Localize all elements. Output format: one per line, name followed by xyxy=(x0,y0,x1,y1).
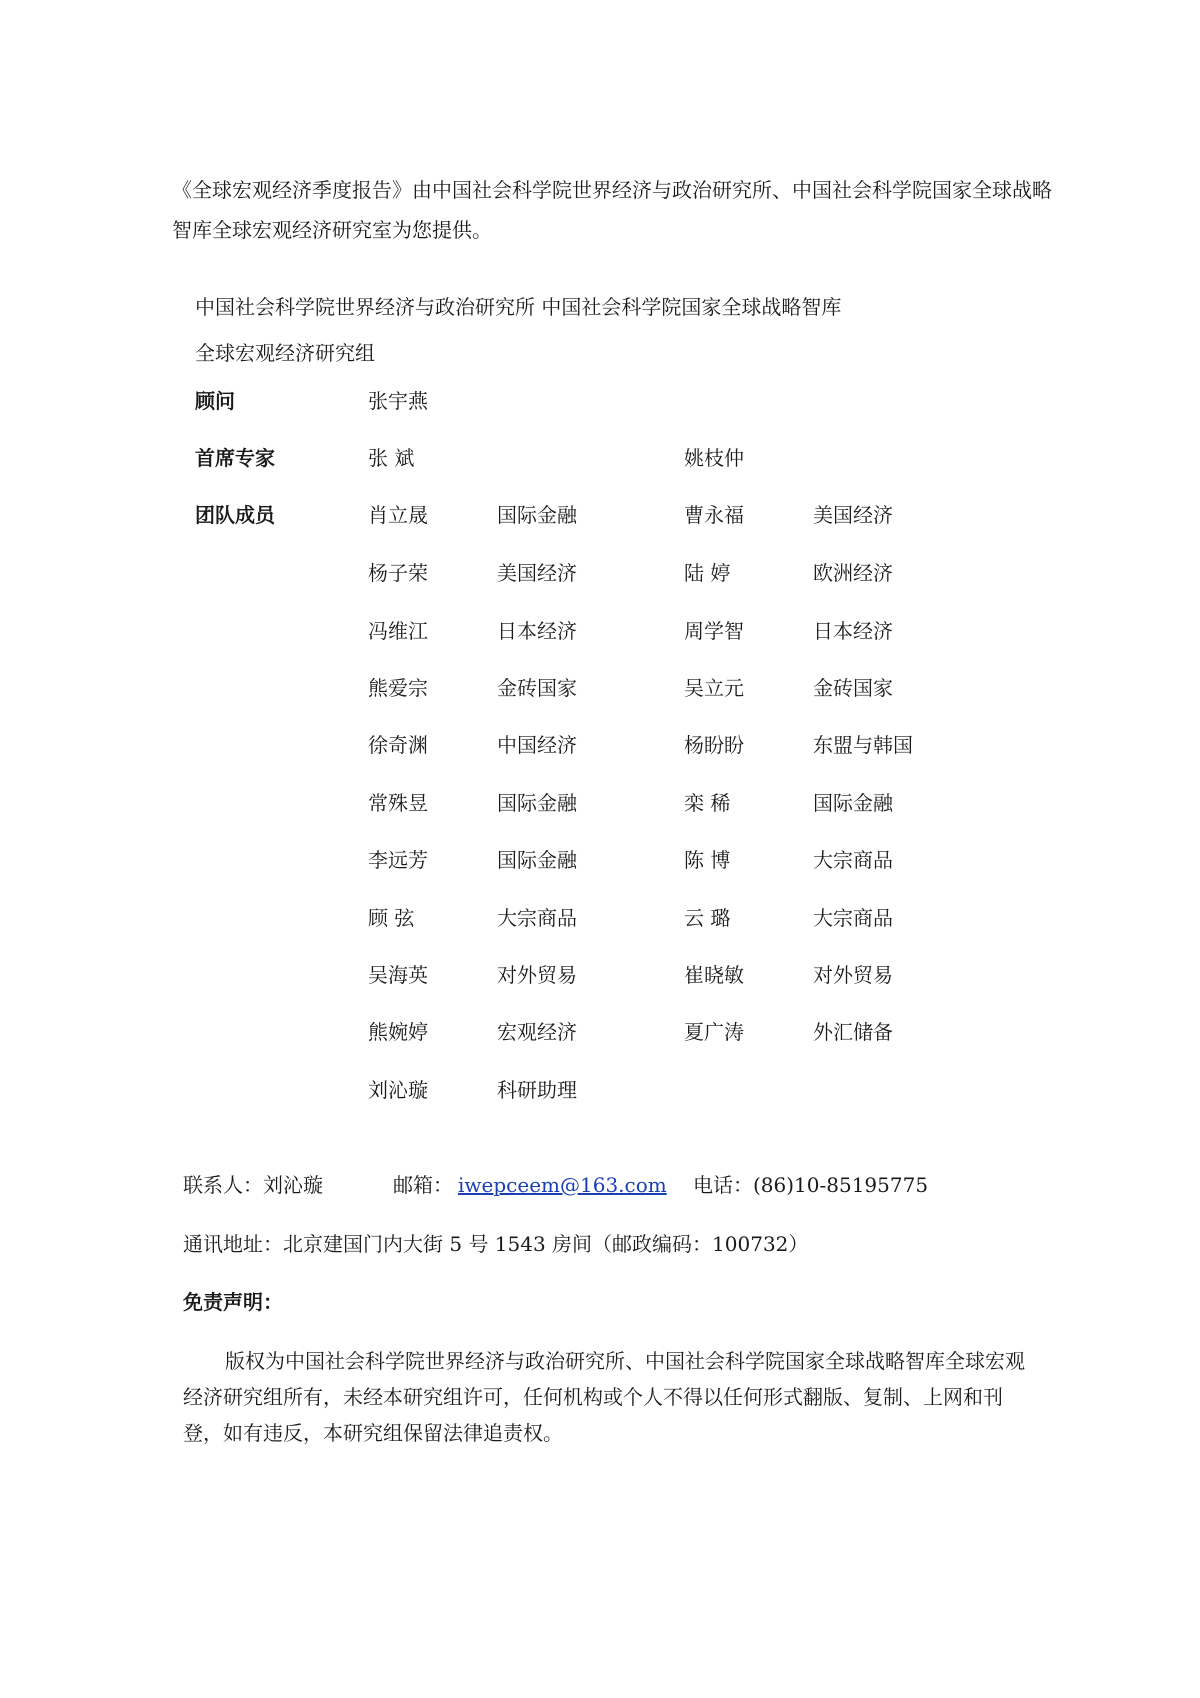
team-member-name: 栾 稀 xyxy=(684,791,731,815)
advisor-name: 张宇燕 xyxy=(368,389,428,413)
organization-line-1: 中国社会科学院世界经济与政治研究所 中国社会科学院国家全球战略智库 xyxy=(195,295,842,319)
team-member-name: 顾 弦 xyxy=(368,906,415,930)
phone-number: 电话：(86)10-85195775 xyxy=(693,1173,929,1197)
intro-paragraph: 《全球宏观经济季度报告》由中国社会科学院世界经济与政治研究所、中国社会科学院国家全球战略智库全球宏观经济研究室为您提供。 xyxy=(172,178,1052,242)
team-member-name: 周学智 xyxy=(684,619,744,643)
team-member-name: 杨盼盼 xyxy=(684,733,744,757)
team-member-field: 科研助理 xyxy=(497,1078,577,1102)
team-member-name: 陆 婷 xyxy=(684,561,731,585)
contact-line xyxy=(183,1170,1083,1200)
team-member-field: 大宗商品 xyxy=(497,906,577,930)
team-member-field: 国际金融 xyxy=(813,791,893,815)
team-member-name: 曹永福 xyxy=(684,503,744,527)
team-member-field: 外汇储备 xyxy=(813,1020,893,1044)
organization-line-2: 全球宏观经济研究组 xyxy=(195,341,375,365)
team-member-field: 宏观经济 xyxy=(497,1020,577,1044)
team-member-field: 中国经济 xyxy=(497,733,577,757)
team-member-name: 熊婉婷 xyxy=(368,1020,428,1044)
advisor-role: 顾问 xyxy=(195,389,235,413)
team-member-field: 金砖国家 xyxy=(813,676,893,700)
team-role: 团队成员 xyxy=(195,503,275,527)
email-link[interactable]: iwepceem@163.com xyxy=(458,1173,667,1197)
team-member-name: 吴海英 xyxy=(368,963,428,987)
chief-name-2: 姚枝仲 xyxy=(684,446,744,470)
team-member-name: 熊爱宗 xyxy=(368,676,428,700)
team-member-name: 杨子荣 xyxy=(368,561,428,585)
team-member-name: 刘沁璇 xyxy=(368,1078,428,1102)
chief-role: 首席专家 xyxy=(195,446,275,470)
team-member-field: 日本经济 xyxy=(813,619,893,643)
email-label: 邮箱： xyxy=(393,1173,453,1197)
team-member-field: 国际金融 xyxy=(497,791,577,815)
team-member-name: 夏广涛 xyxy=(684,1020,744,1044)
team-member-name: 吴立元 xyxy=(684,676,744,700)
team-member-field: 日本经济 xyxy=(497,619,577,643)
team-member-name: 徐奇渊 xyxy=(368,733,428,757)
chief-name-1: 张 斌 xyxy=(368,446,415,470)
disclaimer-title: 免责声明： xyxy=(183,1290,283,1314)
team-member-field: 金砖国家 xyxy=(497,676,577,700)
team-member-field: 美国经济 xyxy=(813,503,893,527)
team-member-name: 李远芳 xyxy=(368,848,428,872)
mailing-address: 通讯地址：北京建国门内大街 5 号 1543 房间（邮政编码：100732） xyxy=(183,1232,809,1256)
disclaimer-text: 版权为中国社会科学院世界经济与政治研究所、中国社会科学院国家全球战略智库全球宏观经济研究组所有，未经本研究组许可，任何机构或个人不得以任何形式翻版、复制、上网和刊登，如有违反，本研究组保留法律追责权。 xyxy=(183,1349,1025,1445)
team-member-field: 大宗商品 xyxy=(813,848,893,872)
team-member-field: 对外贸易 xyxy=(813,963,893,987)
team-member-field: 欧洲经济 xyxy=(813,561,893,585)
team-member-field: 对外贸易 xyxy=(497,963,577,987)
team-member-name: 陈 博 xyxy=(684,848,731,872)
team-member-name: 常殊昱 xyxy=(368,791,428,815)
team-member-field: 国际金融 xyxy=(497,503,577,527)
team-member-name: 云 璐 xyxy=(684,906,731,930)
team-member-name: 冯维江 xyxy=(368,619,428,643)
team-member-field: 美国经济 xyxy=(497,561,577,585)
team-member-field: 国际金融 xyxy=(497,848,577,872)
team-member-field: 大宗商品 xyxy=(813,906,893,930)
team-member-field: 东盟与韩国 xyxy=(813,733,913,757)
team-member-name: 崔晓敏 xyxy=(684,963,744,987)
contact-person: 联系人：刘沁璇 xyxy=(183,1173,323,1197)
organization-block xyxy=(195,284,841,376)
team-member-name: 肖立晟 xyxy=(368,503,428,527)
